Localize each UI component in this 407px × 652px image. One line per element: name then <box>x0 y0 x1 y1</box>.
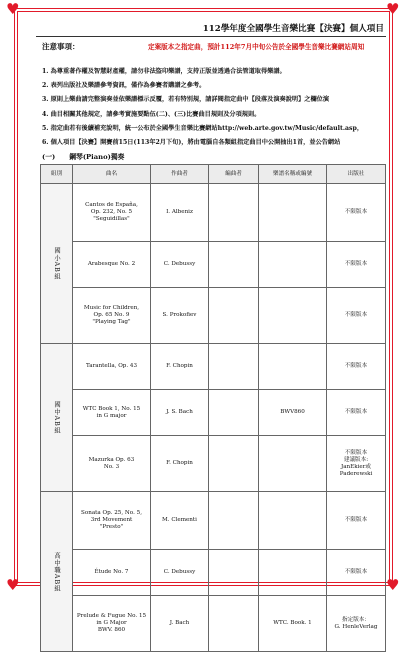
arranger-cell <box>209 492 259 550</box>
piece-cell: Cantos de España, Op. 232, No. 5 "Seguidillas" <box>73 184 151 242</box>
column-header: 組別 <box>41 165 73 184</box>
column-header: 出版社 <box>327 165 386 184</box>
publisher-cell: 不限版本 <box>327 288 386 344</box>
composer-cell: F. Chopin <box>151 436 209 492</box>
publisher-cell: 不限版本 <box>327 242 386 288</box>
table-row <box>41 596 386 652</box>
publisher-cell: 不限版本 <box>327 344 386 390</box>
group-cell <box>41 492 73 652</box>
score-cell <box>259 436 327 492</box>
score-cell <box>259 344 327 390</box>
notes-header <box>36 37 386 49</box>
piece-cell: Étude No. 7 <box>73 550 151 596</box>
repertoire-table <box>40 164 386 652</box>
notes-list <box>36 65 386 150</box>
publisher-cell: 不限版本 <box>327 184 386 242</box>
piece-cell: Sonata Op. 25, No. 5, 3rd Movement "Presto" <box>73 492 151 550</box>
composer-cell: M. Clementi <box>151 492 209 550</box>
publisher-cell: 不限版本 <box>327 492 386 550</box>
note-item: 6. 個人項目【決賽】開賽前15日(113年2月下旬)，將由電腦自各類組指定曲目中公開抽出1首，並公告網站 <box>42 139 341 147</box>
note-item: 5. 指定曲若有後續補充說明，統一公布於全國學生音樂比賽網站http://web.arte.gov.tw/Music/default.asp， <box>42 124 364 132</box>
composer-cell: C. Debussy <box>151 242 209 288</box>
arranger-cell <box>209 242 259 288</box>
table-row <box>41 184 386 242</box>
column-header: 曲名 <box>73 165 151 184</box>
notes-label: 注意事項： <box>42 42 80 51</box>
column-header: 樂譜名稱或編號 <box>259 165 327 184</box>
table-row <box>41 344 386 390</box>
table-header-row <box>41 165 386 184</box>
score-cell <box>259 550 327 596</box>
table-row <box>41 390 386 436</box>
composer-cell: C. Debussy <box>151 550 209 596</box>
composer-cell: S. Prokofiev <box>151 288 209 344</box>
group-cell <box>41 184 73 344</box>
group-label: 國中AB組 <box>53 401 60 435</box>
score-cell <box>259 492 327 550</box>
publisher-cell: 不限版本 建議版本: JanEkier或 Paderewski <box>327 436 386 492</box>
arranger-cell <box>209 596 259 652</box>
note-item: 4. 曲目相關其他規定，請參考實施要點伍(二)、(三)比賽曲目規則及分項規則。 <box>42 110 261 118</box>
score-cell <box>259 242 327 288</box>
piece-cell: Tarantella, Op. 43 <box>73 344 151 390</box>
heart-icon: ♥ <box>6 576 20 594</box>
arranger-cell <box>209 550 259 596</box>
group-label: 高中職AB組 <box>53 551 60 592</box>
score-cell: WTC. Book. 1 <box>259 596 327 652</box>
publisher-cell: 指定版本： G. HenleVerlag <box>327 596 386 652</box>
note-item: 1. 為尊重著作權及智慧財產權，請勿非法盜印樂譜，支持正版並透過合法管道取得樂譜。 <box>42 68 286 75</box>
section-label: 鋼琴(Piano)獨奏 <box>69 153 125 162</box>
group-cell <box>41 344 73 492</box>
arranger-cell <box>209 184 259 242</box>
table-row <box>41 242 386 288</box>
arranger-cell <box>209 436 259 492</box>
composer-cell: I. Albeniz <box>151 184 209 242</box>
table-row <box>41 550 386 596</box>
note-item: 2. 表列出版社及樂譜參考資訊，僅作為參賽者購譜之參考。 <box>42 82 206 90</box>
publisher-cell: 不限版本 <box>327 550 386 596</box>
note-item: 3. 原則上樂曲請完整演奏並依樂譜標示反覆，若有特別規，請詳閱指定曲中【段落及演奏說明】之欄位演 <box>42 96 330 104</box>
composer-cell: J. Bach <box>151 596 209 652</box>
section-number: (一) <box>42 153 56 162</box>
piece-cell: Mazurka Op. 63 No. 3 <box>73 436 151 492</box>
score-cell <box>259 288 327 344</box>
heart-icon: ♥ <box>386 576 400 594</box>
heart-icon: ♥ <box>6 0 20 18</box>
heart-icon: ♥ <box>386 0 400 18</box>
column-header: 編曲者 <box>209 165 259 184</box>
group-label: 國小AB組 <box>53 247 60 281</box>
score-cell <box>259 184 327 242</box>
arranger-cell <box>209 344 259 390</box>
composer-cell: F. Chopin <box>151 344 209 390</box>
arranger-cell <box>209 288 259 344</box>
table-row <box>41 288 386 344</box>
section-heading <box>36 151 386 161</box>
table-row <box>41 436 386 492</box>
arranger-cell <box>209 390 259 436</box>
composer-cell: J. S. Bach <box>151 390 209 436</box>
piece-cell: Arabesque No. 2 <box>73 242 151 288</box>
column-header: 作曲者 <box>151 165 209 184</box>
publisher-cell: 不限版本 <box>327 390 386 436</box>
piece-cell: Prelude & Fugue No. 15 in G Major BWV. 860 <box>73 596 151 652</box>
document-page <box>36 22 386 634</box>
document-title: 112學年度全國學生音樂比賽【決賽】個人項目 <box>36 22 386 37</box>
piece-cell: WTC Book 1, No. 15 in G major <box>73 390 151 436</box>
score-cell: BWV860 <box>259 390 327 436</box>
red-notice: 定案版本之指定曲，預計112年7月中旬公告於全國學生音樂比賽網站周知 <box>148 43 365 51</box>
piece-cell: Music for Children, Op. 65 No. 9 "Playing Tag" <box>73 288 151 344</box>
table-row <box>41 492 386 550</box>
